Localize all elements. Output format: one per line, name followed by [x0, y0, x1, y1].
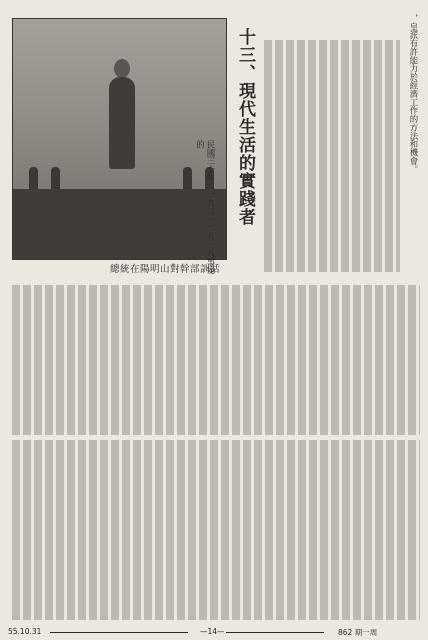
page-footer	[8, 627, 420, 639]
flower-arrangement	[29, 167, 38, 189]
stage	[13, 189, 226, 259]
footer-page-number: —14—	[200, 627, 225, 636]
photo-caption: 總統在陽明山對幹部訓話	[109, 264, 220, 275]
footer-date: 55.10.31	[8, 627, 42, 636]
section-heading: 十三、現代生活的實踐者	[235, 28, 255, 226]
flower-arrangement	[51, 167, 60, 189]
legible-text-line: 民國三十年（一九三一）九一八事變的	[195, 140, 216, 275]
speech-photo	[12, 18, 227, 260]
speaker-figure	[109, 77, 135, 169]
text-block-bottom	[12, 440, 420, 620]
footer-issue: 862 期一周	[338, 628, 378, 637]
text-block-middle	[12, 285, 420, 435]
footer-rule	[50, 632, 188, 633]
text-block-top-right	[264, 40, 400, 272]
footer-rule	[226, 632, 324, 633]
lead-text-column: ，皇派有許能力於經濟工作的方法和機會。	[409, 14, 419, 174]
speaker-head	[114, 59, 130, 78]
flower-arrangement	[183, 167, 192, 189]
